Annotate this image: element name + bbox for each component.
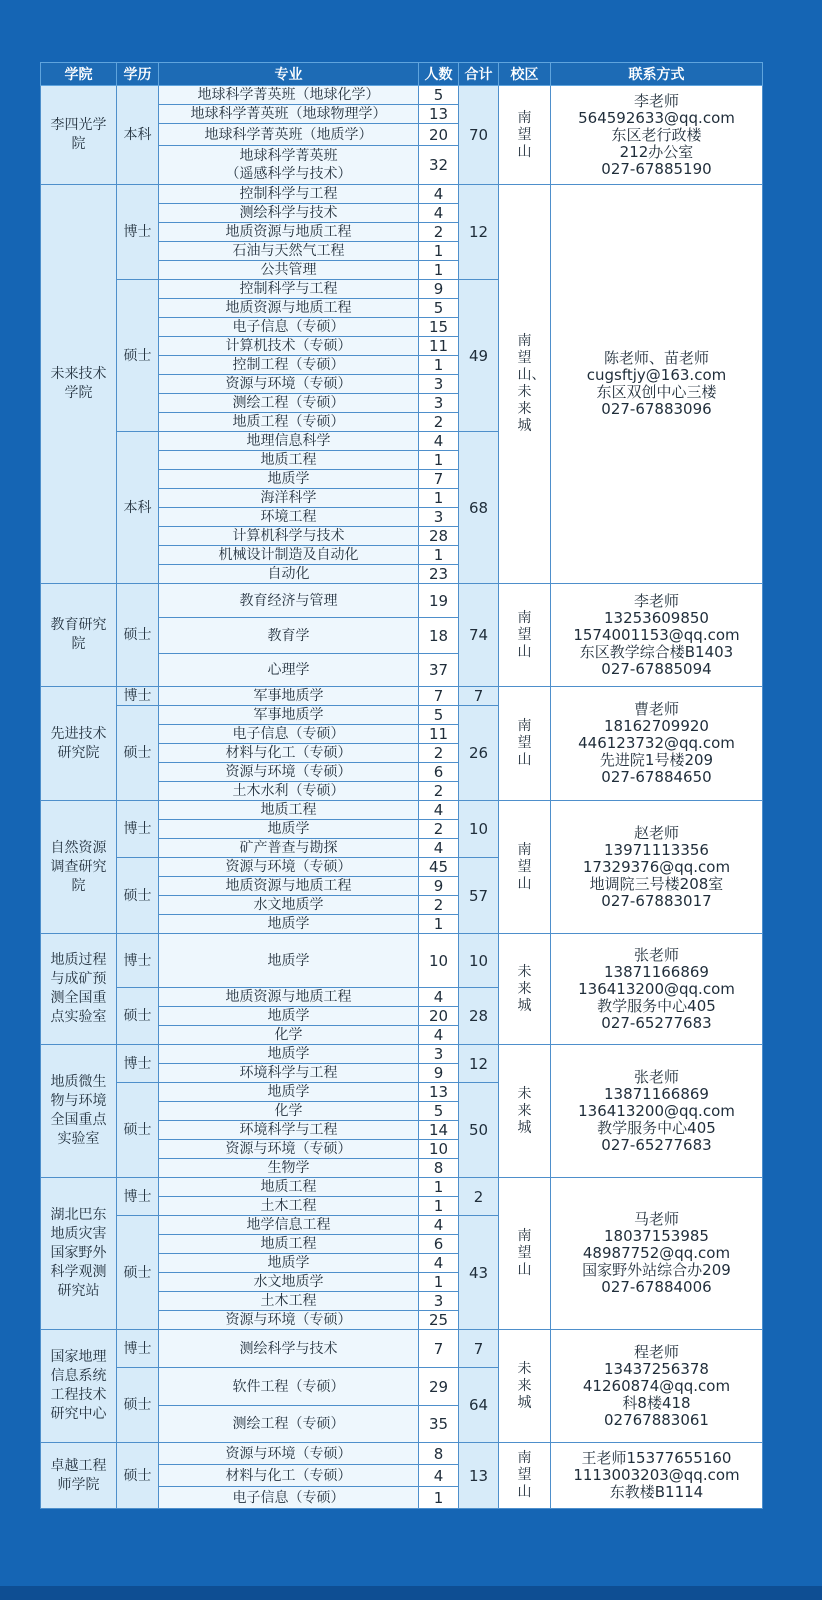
campus-cell bbox=[499, 801, 551, 934]
major-cell: 地质学 bbox=[159, 1045, 419, 1064]
major-cell: 地质学 bbox=[159, 1083, 419, 1102]
major-cell: 环境工程 bbox=[159, 508, 419, 527]
major-cell: 地质资源与地质工程 bbox=[159, 299, 419, 318]
contact-line: 陈老师、苗老师 bbox=[603, 349, 709, 367]
header-total: 合计 bbox=[459, 63, 499, 86]
degree-cell: 博士 bbox=[117, 934, 159, 988]
degree-cell: 硕士 bbox=[117, 858, 159, 934]
contact-cell bbox=[551, 185, 763, 584]
count-cell: 1 bbox=[419, 1273, 459, 1292]
total-cell: 10 bbox=[459, 801, 499, 858]
major-cell: 地质资源与地质工程 bbox=[159, 223, 419, 242]
institute-cell bbox=[41, 1178, 117, 1330]
major-cell: 自动化 bbox=[159, 565, 419, 584]
table-row bbox=[41, 801, 763, 820]
institute-name: 未来技术学院 bbox=[50, 366, 107, 401]
major-cell: 地球科学菁英班 （遥感科学与技术） bbox=[159, 146, 419, 185]
contact-line: 东区教学综合楼B1403 bbox=[579, 642, 734, 661]
major-cell: 军事地质学 bbox=[159, 706, 419, 725]
degree-cell: 本科 bbox=[117, 432, 159, 584]
contact-line: 13437256378 bbox=[604, 1359, 709, 1378]
campus-name: 南望山 bbox=[517, 1228, 532, 1278]
contact-line: 18162709920 bbox=[604, 717, 709, 735]
table-row bbox=[41, 1443, 763, 1465]
major-cell: 地质学 bbox=[159, 1254, 419, 1273]
degree-cell: 硕士 bbox=[117, 1216, 159, 1330]
major-cell: 测绘科学与技术 bbox=[159, 1330, 419, 1368]
header-degree: 学历 bbox=[117, 63, 159, 86]
count-cell: 2 bbox=[419, 744, 459, 763]
major-cell: 测绘工程（专硕） bbox=[159, 1406, 419, 1443]
count-cell: 2 bbox=[419, 896, 459, 915]
major-cell: 测绘工程（专硕） bbox=[159, 394, 419, 413]
institute-cell bbox=[41, 584, 117, 687]
total-cell: 64 bbox=[459, 1368, 499, 1443]
contact-cell bbox=[551, 1330, 763, 1443]
contact-line: cugsftjy@163.com bbox=[586, 366, 727, 384]
count-cell: 2 bbox=[419, 820, 459, 839]
count-cell: 28 bbox=[419, 527, 459, 546]
contact-line: 李老师 bbox=[633, 91, 679, 110]
contact-line: 027-67883017 bbox=[601, 891, 712, 910]
campus-name: 未来城 bbox=[517, 1360, 532, 1411]
campus-name: 南望山 bbox=[517, 109, 532, 160]
degree-cell: 博士 bbox=[117, 1330, 159, 1368]
contact-line: 13871166869 bbox=[604, 962, 709, 981]
contact-line: 地调院三号楼208室 bbox=[589, 874, 724, 893]
institute-name: 李四光学院 bbox=[50, 117, 107, 152]
contact-line: 48987752@qq.com bbox=[582, 1244, 731, 1262]
count-cell: 1 bbox=[419, 1178, 459, 1197]
table-row bbox=[41, 1045, 763, 1064]
contact-line: 东区双创中心三楼 bbox=[596, 383, 717, 401]
major-cell: 地质工程（专硕） bbox=[159, 413, 419, 432]
major-cell: 环境科学与工程 bbox=[159, 1121, 419, 1140]
major-cell: 电子信息（专硕） bbox=[159, 725, 419, 744]
major-cell: 软件工程（专硕） bbox=[159, 1368, 419, 1406]
contact-cell bbox=[551, 801, 763, 934]
institute-cell bbox=[41, 1045, 117, 1178]
total-cell: 57 bbox=[459, 858, 499, 934]
major-cell: 地球科学菁英班（地球物理学） bbox=[159, 105, 419, 124]
count-cell: 1 bbox=[419, 1197, 459, 1216]
contact-line: 17329376@qq.com bbox=[582, 857, 731, 876]
campus-cell bbox=[499, 1330, 551, 1443]
contact-line: 027-67885190 bbox=[601, 159, 712, 178]
contact-cell bbox=[551, 687, 763, 801]
contact-line: 东教楼B1114 bbox=[609, 1483, 704, 1501]
contact-line: 41260874@qq.com bbox=[582, 1376, 731, 1395]
institute-cell bbox=[41, 185, 117, 584]
count-cell: 5 bbox=[419, 86, 459, 105]
bottom-bar bbox=[0, 1586, 822, 1600]
contact-line: 027-65277683 bbox=[601, 1135, 712, 1154]
total-cell: 43 bbox=[459, 1216, 499, 1330]
degree-cell: 硕士 bbox=[117, 1083, 159, 1178]
institute-cell bbox=[41, 86, 117, 185]
count-cell: 3 bbox=[419, 375, 459, 394]
table-row bbox=[41, 687, 763, 706]
major-cell: 地质工程 bbox=[159, 801, 419, 820]
header-count: 人数 bbox=[419, 63, 459, 86]
major-cell: 地理信息科学 bbox=[159, 432, 419, 451]
total-cell: 70 bbox=[459, 86, 499, 185]
count-cell: 4 bbox=[419, 185, 459, 204]
table-header-row bbox=[41, 63, 763, 86]
institute-cell bbox=[41, 1330, 117, 1443]
count-cell: 32 bbox=[419, 146, 459, 185]
header-contact: 联系方式 bbox=[551, 63, 763, 86]
contact-line: 13971113356 bbox=[604, 840, 709, 859]
institute-name: 教育研究院 bbox=[50, 617, 107, 652]
count-cell: 8 bbox=[419, 1159, 459, 1178]
count-cell: 5 bbox=[419, 1102, 459, 1121]
table-row bbox=[41, 1330, 763, 1368]
contact-line: 教学服务中心405 bbox=[597, 1118, 716, 1137]
institute-cell bbox=[41, 934, 117, 1045]
major-cell: 地质学 bbox=[159, 915, 419, 934]
count-cell: 13 bbox=[419, 1083, 459, 1102]
contact-line: 李老师 bbox=[633, 591, 679, 610]
enrollment-table bbox=[40, 62, 763, 1509]
total-cell: 26 bbox=[459, 706, 499, 801]
contact-line: 1113003203@qq.com bbox=[573, 1466, 740, 1484]
campus-name: 南望山 bbox=[517, 841, 532, 892]
total-cell: 50 bbox=[459, 1083, 499, 1178]
major-cell: 控制科学与工程 bbox=[159, 280, 419, 299]
table-row bbox=[41, 584, 763, 618]
major-cell: 海洋科学 bbox=[159, 489, 419, 508]
count-cell: 29 bbox=[419, 1368, 459, 1406]
institute-cell bbox=[41, 687, 117, 801]
major-cell: 军事地质学 bbox=[159, 687, 419, 706]
major-cell: 环境科学与工程 bbox=[159, 1064, 419, 1083]
degree-cell: 硕士 bbox=[117, 706, 159, 801]
major-cell: 地质工程 bbox=[159, 1235, 419, 1254]
count-cell: 45 bbox=[419, 858, 459, 877]
major-cell: 水文地质学 bbox=[159, 1273, 419, 1292]
enrollment-table-frame bbox=[40, 62, 762, 1509]
contact-line: 446123732@qq.com bbox=[578, 734, 735, 752]
count-cell: 6 bbox=[419, 1235, 459, 1254]
campus-name: 未来城 bbox=[517, 1085, 532, 1136]
institute-name: 湖北巴东地质灾害国家野外科学观测研究站 bbox=[50, 1207, 107, 1299]
total-cell: 10 bbox=[459, 934, 499, 988]
count-cell: 2 bbox=[419, 223, 459, 242]
contact-line: 136413200@qq.com bbox=[578, 1101, 735, 1120]
contact-cell bbox=[551, 86, 763, 185]
major-cell: 心理学 bbox=[159, 654, 419, 687]
total-cell: 2 bbox=[459, 1178, 499, 1216]
degree-cell: 博士 bbox=[117, 687, 159, 706]
count-cell: 11 bbox=[419, 337, 459, 356]
major-cell: 材料与化工（专硕） bbox=[159, 744, 419, 763]
major-cell: 教育学 bbox=[159, 618, 419, 654]
campus-cell bbox=[499, 86, 551, 185]
contact-line: 1574001153@qq.com bbox=[573, 625, 740, 644]
contact-line: 027-67884650 bbox=[601, 768, 712, 786]
institute-name: 地质过程与成矿预测全国重点实验室 bbox=[50, 952, 107, 1025]
count-cell: 8 bbox=[419, 1443, 459, 1465]
major-cell: 地球科学菁英班（地球化学） bbox=[159, 86, 419, 105]
major-cell: 资源与环境（专硕） bbox=[159, 375, 419, 394]
major-cell: 地学信息工程 bbox=[159, 1216, 419, 1235]
count-cell: 4 bbox=[419, 801, 459, 820]
major-cell: 电子信息（专硕） bbox=[159, 1487, 419, 1509]
count-cell: 20 bbox=[419, 124, 459, 146]
total-cell: 12 bbox=[459, 185, 499, 280]
contact-line: 212办公室 bbox=[619, 142, 694, 161]
major-cell: 资源与环境（专硕） bbox=[159, 1311, 419, 1330]
count-cell: 37 bbox=[419, 654, 459, 687]
degree-cell: 本科 bbox=[117, 86, 159, 185]
table-body bbox=[41, 86, 763, 1509]
campus-cell bbox=[499, 1045, 551, 1178]
count-cell: 5 bbox=[419, 299, 459, 318]
count-cell: 35 bbox=[419, 1406, 459, 1443]
count-cell: 4 bbox=[419, 432, 459, 451]
count-cell: 10 bbox=[419, 1140, 459, 1159]
major-cell: 机械设计制造及自动化 bbox=[159, 546, 419, 565]
contact-line: 564592633@qq.com bbox=[578, 108, 735, 127]
institute-name: 先进技术研究院 bbox=[50, 725, 107, 761]
contact-line: 国家野外站综合办209 bbox=[582, 1261, 731, 1279]
institute-cell bbox=[41, 1443, 117, 1509]
contact-cell bbox=[551, 1045, 763, 1178]
count-cell: 1 bbox=[419, 915, 459, 934]
major-cell: 电子信息（专硕） bbox=[159, 318, 419, 337]
major-cell: 地质资源与地质工程 bbox=[159, 988, 419, 1007]
contact-line: 曹老师 bbox=[633, 700, 679, 718]
major-cell: 地球科学菁英班（地质学） bbox=[159, 124, 419, 146]
count-cell: 14 bbox=[419, 1121, 459, 1140]
major-cell: 石油与天然气工程 bbox=[159, 242, 419, 261]
major-cell: 化学 bbox=[159, 1102, 419, 1121]
contact-line: 13871166869 bbox=[604, 1084, 709, 1103]
degree-cell: 博士 bbox=[117, 1178, 159, 1216]
contact-line: 马老师 bbox=[633, 1210, 679, 1228]
degree-cell: 博士 bbox=[117, 801, 159, 858]
campus-cell bbox=[499, 934, 551, 1045]
count-cell: 18 bbox=[419, 618, 459, 654]
count-cell: 3 bbox=[419, 508, 459, 527]
total-cell: 68 bbox=[459, 432, 499, 584]
count-cell: 4 bbox=[419, 1254, 459, 1273]
count-cell: 3 bbox=[419, 1292, 459, 1311]
count-cell: 19 bbox=[419, 584, 459, 618]
major-cell: 资源与环境（专硕） bbox=[159, 1140, 419, 1159]
count-cell: 25 bbox=[419, 1311, 459, 1330]
contact-line: 东区老行政楼 bbox=[611, 125, 702, 144]
major-cell: 地质工程 bbox=[159, 451, 419, 470]
contact-line: 先进院1号楼209 bbox=[599, 751, 714, 769]
count-cell: 4 bbox=[419, 988, 459, 1007]
institute-name: 国家地理信息系统工程技术研究中心 bbox=[50, 1349, 107, 1422]
major-cell: 土木水利（专硕） bbox=[159, 782, 419, 801]
total-cell: 7 bbox=[459, 687, 499, 706]
count-cell: 1 bbox=[419, 1487, 459, 1509]
major-cell: 资源与环境（专硕） bbox=[159, 858, 419, 877]
major-cell: 地质学 bbox=[159, 820, 419, 839]
contact-line: 02767883061 bbox=[604, 1410, 709, 1429]
contact-line: 027-67883096 bbox=[601, 400, 712, 418]
contact-line: 027-67884006 bbox=[601, 1278, 712, 1296]
degree-cell: 博士 bbox=[117, 185, 159, 280]
contact-cell bbox=[551, 1443, 763, 1509]
count-cell: 1 bbox=[419, 356, 459, 375]
table-row bbox=[41, 86, 763, 105]
degree-cell: 硕士 bbox=[117, 1368, 159, 1443]
contact-line: 18037153985 bbox=[604, 1227, 709, 1245]
total-cell: 28 bbox=[459, 988, 499, 1045]
count-cell: 4 bbox=[419, 839, 459, 858]
count-cell: 1 bbox=[419, 261, 459, 280]
count-cell: 1 bbox=[419, 451, 459, 470]
table-row bbox=[41, 934, 763, 988]
major-cell: 公共管理 bbox=[159, 261, 419, 280]
count-cell: 2 bbox=[419, 413, 459, 432]
campus-name: 南望山、未来城 bbox=[517, 333, 546, 434]
institute-cell bbox=[41, 801, 117, 934]
count-cell: 6 bbox=[419, 763, 459, 782]
campus-cell bbox=[499, 584, 551, 687]
major-cell: 资源与环境（专硕） bbox=[159, 1443, 419, 1465]
contact-line: 13253609850 bbox=[604, 608, 709, 627]
major-cell: 控制科学与工程 bbox=[159, 185, 419, 204]
count-cell: 9 bbox=[419, 877, 459, 896]
count-cell: 1 bbox=[419, 546, 459, 565]
major-cell: 计算机科学与技术 bbox=[159, 527, 419, 546]
major-cell: 水文地质学 bbox=[159, 896, 419, 915]
count-cell: 9 bbox=[419, 1064, 459, 1083]
degree-cell: 硕士 bbox=[117, 988, 159, 1045]
count-cell: 3 bbox=[419, 1045, 459, 1064]
count-cell: 11 bbox=[419, 725, 459, 744]
header-campus: 校区 bbox=[499, 63, 551, 86]
degree-cell: 硕士 bbox=[117, 280, 159, 432]
contact-cell bbox=[551, 1178, 763, 1330]
major-cell: 教育经济与管理 bbox=[159, 584, 419, 618]
contact-cell bbox=[551, 934, 763, 1045]
header-major: 专业 bbox=[159, 63, 419, 86]
total-cell: 49 bbox=[459, 280, 499, 432]
campus-cell bbox=[499, 687, 551, 801]
count-cell: 4 bbox=[419, 1216, 459, 1235]
major-cell: 地质学 bbox=[159, 470, 419, 489]
contact-line: 张老师 bbox=[633, 945, 679, 964]
count-cell: 4 bbox=[419, 1465, 459, 1487]
contact-line: 赵老师 bbox=[633, 823, 679, 842]
count-cell: 7 bbox=[419, 1330, 459, 1368]
degree-cell: 硕士 bbox=[117, 584, 159, 687]
major-cell: 矿产普查与勘探 bbox=[159, 839, 419, 858]
major-cell: 化学 bbox=[159, 1026, 419, 1045]
total-cell: 13 bbox=[459, 1443, 499, 1509]
count-cell: 7 bbox=[419, 687, 459, 706]
degree-cell: 博士 bbox=[117, 1045, 159, 1083]
contact-line: 教学服务中心405 bbox=[597, 996, 716, 1015]
major-cell: 地质资源与地质工程 bbox=[159, 877, 419, 896]
campus-name: 南望山 bbox=[517, 1450, 532, 1500]
major-cell: 地质学 bbox=[159, 1007, 419, 1026]
campus-name: 未来城 bbox=[517, 963, 532, 1014]
major-cell: 资源与环境（专硕） bbox=[159, 763, 419, 782]
count-cell: 4 bbox=[419, 1026, 459, 1045]
contact-line: 027-65277683 bbox=[601, 1013, 712, 1032]
major-cell: 地质学 bbox=[159, 934, 419, 988]
institute-name: 自然资源调查研究院 bbox=[50, 839, 107, 894]
degree-cell: 硕士 bbox=[117, 1443, 159, 1509]
count-cell: 4 bbox=[419, 204, 459, 223]
major-cell: 土木工程 bbox=[159, 1292, 419, 1311]
count-cell: 23 bbox=[419, 565, 459, 584]
major-cell: 控制工程（专硕） bbox=[159, 356, 419, 375]
count-cell: 1 bbox=[419, 489, 459, 508]
total-cell: 74 bbox=[459, 584, 499, 687]
major-cell: 测绘科学与技术 bbox=[159, 204, 419, 223]
total-cell: 7 bbox=[459, 1330, 499, 1368]
campus-cell bbox=[499, 1178, 551, 1330]
institute-name: 卓越工程师学院 bbox=[50, 1457, 107, 1493]
total-cell: 12 bbox=[459, 1045, 499, 1083]
count-cell: 7 bbox=[419, 470, 459, 489]
header-institute: 学院 bbox=[41, 63, 117, 86]
count-cell: 15 bbox=[419, 318, 459, 337]
campus-name: 南望山 bbox=[517, 718, 532, 768]
count-cell: 10 bbox=[419, 934, 459, 988]
campus-cell bbox=[499, 185, 551, 584]
contact-cell bbox=[551, 584, 763, 687]
major-cell: 地质工程 bbox=[159, 1178, 419, 1197]
campus-name: 南望山 bbox=[517, 609, 532, 660]
table-row bbox=[41, 1178, 763, 1197]
count-cell: 20 bbox=[419, 1007, 459, 1026]
campus-cell bbox=[499, 1443, 551, 1509]
contact-line: 027-67885094 bbox=[601, 659, 712, 678]
contact-line: 程老师 bbox=[633, 1342, 679, 1361]
contact-line: 王老师15377655160 bbox=[581, 1449, 732, 1467]
count-cell: 13 bbox=[419, 105, 459, 124]
count-cell: 5 bbox=[419, 706, 459, 725]
major-cell: 土木工程 bbox=[159, 1197, 419, 1216]
major-cell: 计算机技术（专硕） bbox=[159, 337, 419, 356]
major-cell: 生物学 bbox=[159, 1159, 419, 1178]
institute-name: 地质微生物与环境全国重点实验室 bbox=[50, 1074, 107, 1147]
count-cell: 1 bbox=[419, 242, 459, 261]
count-cell: 3 bbox=[419, 394, 459, 413]
count-cell: 2 bbox=[419, 782, 459, 801]
table-row bbox=[41, 185, 763, 204]
contact-line: 136413200@qq.com bbox=[578, 979, 735, 998]
count-cell: 9 bbox=[419, 280, 459, 299]
contact-line: 科8楼418 bbox=[622, 1393, 691, 1412]
contact-line: 张老师 bbox=[633, 1067, 679, 1086]
major-cell: 材料与化工（专硕） bbox=[159, 1465, 419, 1487]
